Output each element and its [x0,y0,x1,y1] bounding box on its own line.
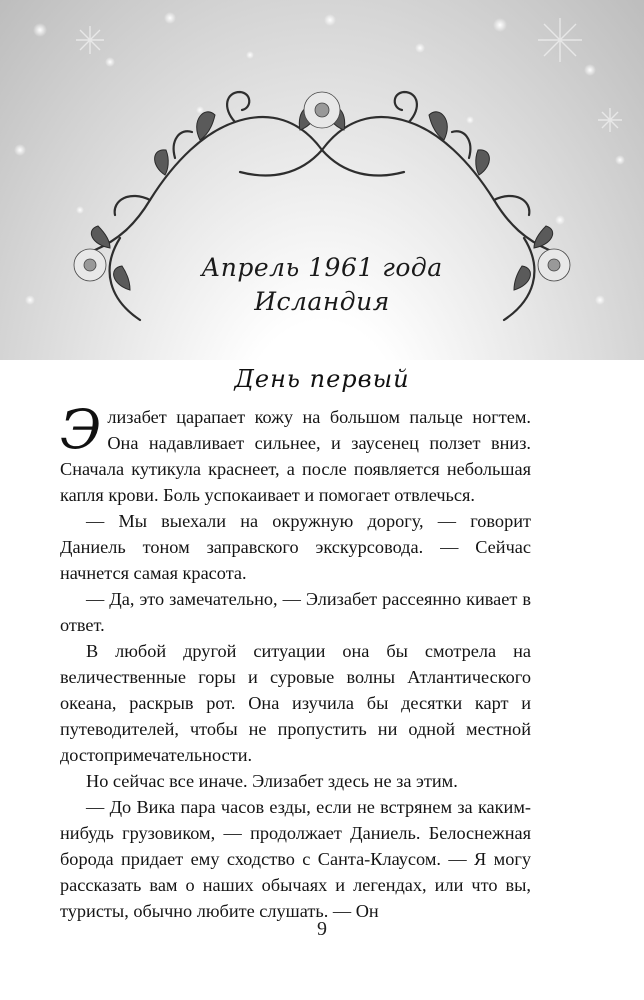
paragraph-6: — До Вика пара часов езды, если не встрянем за каким-нибудь грузовиком, — продолжает Даниель. Белоснежная борода придает ему сходство с Санта-Клаусом. — Я могу рассказать вам о наших обычаях и легендах, или что вы, туристы, обычно любите слушать. — Он [60,797,531,921]
snowflake-stars [76,18,622,132]
chapter-place-heading: Исландия [254,287,390,316]
drop-cap: Э [60,398,102,461]
paragraph-3: — Да, это замечательно, — Элизабет рассеянно кивает в ответ. [60,589,531,635]
paragraph-1 [60,398,531,508]
paragraph-2: — Мы выехали на окружную дорогу, — говорит Даниель тоном заправского экскурсовода. — Сейчас начнется самая красота. [60,511,531,583]
chapter-date-heading: Апрель 1961 года [201,253,443,282]
paragraph-1-text: лизабет царапает кожу на большом пальце ногтем. Она надавливает сильнее, и заусенец ползет вниз. Сначала кутикула краснеет, а после появляется небольшая капля крови. Боль успокаивает и помогает отвлечься. [60,407,531,505]
paragraph-5: Но сейчас все иначе. Элизабет здесь не за этим. [86,771,458,791]
paragraph-4: В любой другой ситуации она бы смотрела на величественные горы и суровые волны Атлантического океана, раскрыв рот. Она изучила бы десятки карт и путеводителей, чтобы не пропустить ни одной местной достопримечательности. [60,641,531,765]
section-title: День первый [234,365,410,393]
page-number: 9 [317,918,327,940]
body-text [60,398,531,924]
